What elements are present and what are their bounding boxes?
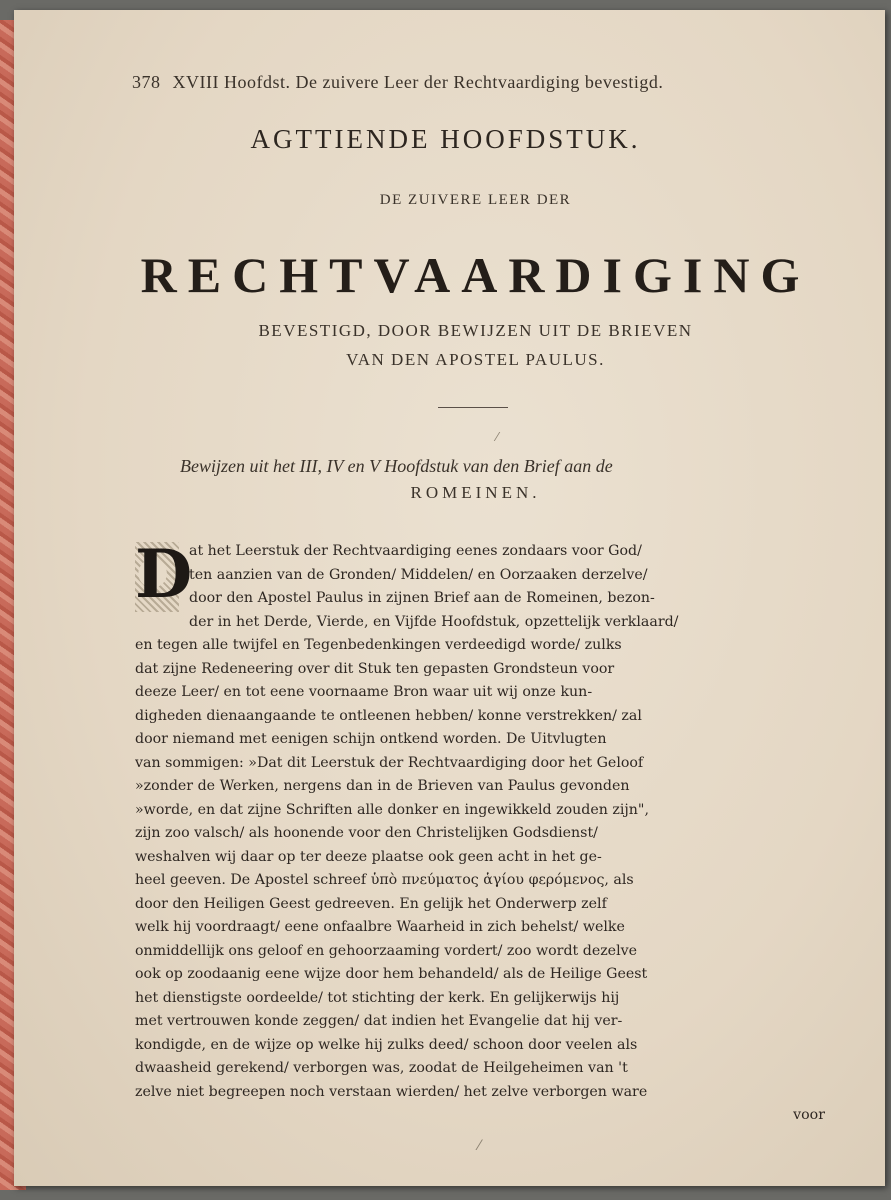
body-line: ten aanzien van de Gronden/ Middelen/ en Oorzaaken derzelve/: [189, 566, 648, 583]
subtitle-2-line-2: VAN DEN APOSTEL PAULUS.: [346, 350, 605, 369]
body-line: digheden dienaangaande te ontleenen hebben/ konne verstrekken/ zal: [135, 707, 642, 724]
body-line: en tegen alle twijfel en Tegenbedenkingen verdeedigd worde/ zulks: [135, 637, 622, 653]
body-line: ook op zoodaanig eene wijze door hem behandeld/ als de Heilige Geest: [135, 966, 648, 982]
body-line: »worde, en dat zijne Schriften alle donker en ingewikkeld zouden zijn",: [135, 801, 649, 818]
decorated-initial: D: [135, 535, 193, 613]
ornamental-rule: [438, 407, 508, 408]
subtitle-2-line-1: BEVESTIGD, DOOR BEWIJZEN UIT DE BRIEVEN: [258, 321, 693, 340]
body-line: van sommigen: »Dat dit Leerstuk der Rechtvaardiging door het Geloof: [135, 754, 644, 771]
body-line: at het Leerstuk der Rechtvaardiging eenes zondaars voor God/: [189, 543, 642, 559]
body-line: met vertrouwen konde zeggen/ dat indien het Evangelie dat hij ver-: [135, 1013, 623, 1029]
body-lines: [135, 535, 825, 1104]
body-line: dat zijne Redeneering over dit Stuk ten gepasten Grondsteun voor: [135, 660, 615, 677]
body-line: het dienstigste oordeelde/ tot stichting der kerk. En gelijkerwijs hij: [135, 989, 620, 1006]
subtitle-2: [0, 316, 891, 374]
body-line: dwaasheid gerekend/ verborgen was, zoodat de Heilgeheimen van 't: [135, 1060, 628, 1076]
section-heading: Bewijzen uit het III, IV en V Hoofdstuk van den Brief aan de: [180, 456, 613, 476]
subtitle-1: DE ZUIVERE LEER DER: [379, 192, 572, 208]
body-line: kondigde, en de wijze op welke hij zulks deed/ schoon door veelen als: [135, 1036, 638, 1053]
body-line: »zonder de Werken, nergens dan in de Brieven van Paulus gevonden: [135, 778, 630, 794]
chapter-title: AGTTIENDE HOOFDSTUK.: [250, 124, 641, 154]
stray-mark-bottom: ⁄: [478, 1138, 481, 1154]
body-line: onmiddellijk ons geloof en gehoorzaaming vordert/ zoo wordt dezelve: [135, 942, 638, 959]
page-number: 378: [132, 72, 161, 92]
body-line: deeze Leer/ en tot eene voornaame Bron waar uit wij onze kun-: [135, 684, 593, 700]
running-head: [132, 72, 782, 93]
section-heading-2: ROMEINEN.: [410, 483, 541, 502]
running-head-text: XVIII Hoofdst. De zuivere Leer der Rechtvaardiging bevestigd.: [172, 72, 664, 92]
body-line: door niemand met eenigen schijn ontkend worden. De Uitvlugten: [135, 731, 607, 747]
body-line: der in het Derde, Vierde, en Vijfde Hoofdstuk, opzettelijk verklaard/: [189, 613, 679, 630]
body-line: weshalven wij daar op ter deeze plaatse ook geen acht in het ge-: [135, 848, 602, 865]
body-line: door den Heiligen Geest gedreeven. En gelijk het Onderwerp zelf: [135, 895, 607, 912]
body-text: [135, 535, 825, 1128]
body-line: welk hij voordraagt/ eene onfaalbre Waarheid in zich behelst/ welke: [135, 919, 625, 935]
catchword: voor: [793, 1107, 825, 1123]
main-title: RECHTVAARDIGING: [140, 247, 811, 303]
body-line: heel geeven. De Apostel schreef ὑπὸ πνεύματος ἁγίου φερόμενος, als: [135, 872, 634, 888]
body-line: zelve niet begreepen noch verstaan wierden/ het zelve verborgen ware: [135, 1083, 648, 1100]
body-line: door den Apostel Paulus in zijnen Brief aan de Romeinen, bezon-: [189, 590, 655, 606]
body-line: zijn zoo valsch/ als hoonende voor den Christelijken Godsdienst/: [135, 825, 598, 841]
stray-mark: ⁄: [496, 430, 499, 444]
